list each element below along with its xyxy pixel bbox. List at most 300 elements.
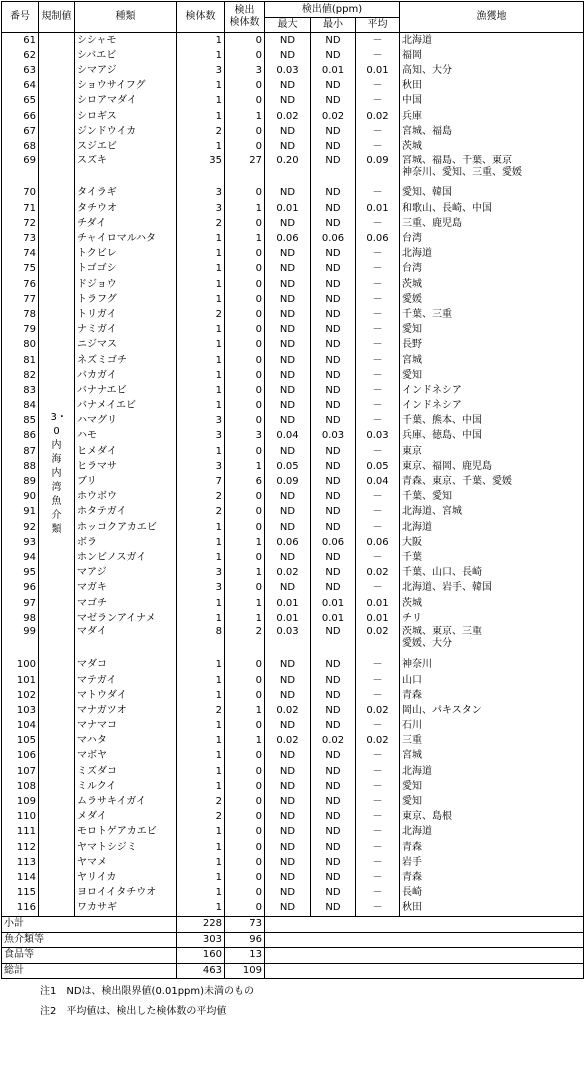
max-value: ND [265, 658, 311, 673]
max-value: ND [265, 94, 311, 109]
header-no: 番号 [2, 2, 39, 33]
tested-count: 1 [177, 338, 225, 353]
table-row [2, 505, 584, 520]
origin-cell [400, 474, 584, 489]
species-name: ホウボウ [75, 490, 177, 505]
detected-count: 0 [225, 550, 265, 565]
origin-cell [400, 611, 584, 626]
origin-cell [400, 216, 584, 231]
summary-row [2, 963, 584, 979]
row-number: 114 [2, 870, 39, 885]
origin-cell [400, 155, 584, 186]
detected-count: 0 [225, 779, 265, 794]
table-row [2, 825, 584, 840]
avg-value: － [356, 886, 400, 901]
origin-text: 北海道、宮城 [402, 506, 462, 518]
origin-text: 茨城 [402, 140, 422, 152]
avg-value: － [356, 139, 400, 154]
species-name: チャイロマルハタ [75, 231, 177, 246]
avg-value: 0.02 [356, 703, 400, 718]
summary-empty [265, 916, 584, 932]
avg-value: 0.01 [356, 611, 400, 626]
table-row [2, 338, 584, 353]
detected-count: 1 [225, 703, 265, 718]
avg-value: － [356, 718, 400, 733]
avg-value: － [356, 840, 400, 855]
tested-count: 7 [177, 474, 225, 489]
origin-text: 千葉、熊本、中国 [402, 415, 482, 427]
origin-cell [400, 383, 584, 398]
origin-text: チリ [402, 612, 422, 624]
min-value: ND [311, 186, 356, 201]
table-row [2, 277, 584, 292]
row-number: 104 [2, 718, 39, 733]
origin-text: 千葉、愛知 [402, 491, 452, 503]
row-number: 97 [2, 596, 39, 611]
tested-count: 1 [177, 48, 225, 63]
avg-value: － [356, 262, 400, 277]
origin-text: 石川 [402, 720, 422, 732]
species-name: ホタテガイ [75, 505, 177, 520]
origin-text: 秋田 [402, 80, 422, 92]
row-number: 71 [2, 201, 39, 216]
origin-text: 東京、福岡、鹿児島 [402, 460, 492, 472]
min-value: ND [311, 368, 356, 383]
avg-value: － [356, 277, 400, 292]
min-value: 0.02 [311, 109, 356, 124]
header-min: 最小 [311, 18, 356, 33]
origin-text: 長崎 [402, 887, 422, 899]
table-row [2, 307, 584, 322]
max-value: ND [265, 749, 311, 764]
min-value: ND [311, 581, 356, 596]
row-number: 91 [2, 505, 39, 520]
avg-value: 0.02 [356, 734, 400, 749]
detected-count: 0 [225, 307, 265, 322]
min-value: ND [311, 353, 356, 368]
origin-text: 青森 [402, 871, 422, 883]
species-name: ハモ [75, 429, 177, 444]
table-row [2, 48, 584, 63]
summary-tested: 303 [177, 932, 225, 948]
avg-value: 0.05 [356, 459, 400, 474]
origin-cell [400, 307, 584, 322]
avg-value: 0.06 [356, 535, 400, 550]
summary-row [2, 932, 584, 948]
detected-count: 6 [225, 474, 265, 489]
origin-text: 愛媛 [402, 293, 422, 305]
species-name: ホンビノスガイ [75, 550, 177, 565]
origin-cell [400, 734, 584, 749]
row-number: 68 [2, 139, 39, 154]
avg-value: 0.04 [356, 474, 400, 489]
avg-value: 0.06 [356, 231, 400, 246]
min-value: ND [311, 292, 356, 307]
table-row [2, 626, 584, 657]
origin-text: 宮城、福島 [402, 125, 452, 137]
min-value: 0.01 [311, 596, 356, 611]
row-number: 63 [2, 63, 39, 78]
species-name: マナマコ [75, 718, 177, 733]
detected-count: 0 [225, 48, 265, 63]
origin-text: 兵庫、徳島、中国 [402, 430, 482, 442]
detected-count: 0 [225, 870, 265, 885]
detected-count: 0 [225, 368, 265, 383]
summary-detected: 13 [225, 948, 265, 964]
max-value: ND [265, 581, 311, 596]
max-value: ND [265, 855, 311, 870]
summary-label: 食品等 [2, 948, 177, 964]
max-value: 0.02 [265, 703, 311, 718]
avg-value: － [356, 216, 400, 231]
table-row [2, 155, 584, 186]
avg-value: － [356, 581, 400, 596]
avg-value: － [356, 399, 400, 414]
summary-detected: 73 [225, 916, 265, 932]
max-value: ND [265, 307, 311, 322]
species-name: バナナエビ [75, 383, 177, 398]
min-value: ND [311, 33, 356, 49]
table-row [2, 414, 584, 429]
species-name: マテガイ [75, 673, 177, 688]
row-number: 67 [2, 124, 39, 139]
species-name: ネズミゴチ [75, 353, 177, 368]
max-value: ND [265, 33, 311, 49]
min-value: ND [311, 277, 356, 292]
origin-text: 茨城、東京、三重 [402, 626, 482, 638]
row-number: 90 [2, 490, 39, 505]
avg-value: － [356, 353, 400, 368]
min-value: ND [311, 855, 356, 870]
origin-cell [400, 535, 584, 550]
min-value: ND [311, 247, 356, 262]
species-name: ドジョウ [75, 277, 177, 292]
max-value: 0.05 [265, 459, 311, 474]
species-name: マガキ [75, 581, 177, 596]
species-name: ニジマス [75, 338, 177, 353]
species-name: ヒメダイ [75, 444, 177, 459]
min-value: ND [311, 550, 356, 565]
origin-text: 東京、島根 [402, 811, 452, 823]
detected-count: 3 [225, 63, 265, 78]
tested-count: 1 [177, 262, 225, 277]
tested-count: 1 [177, 749, 225, 764]
table-row [2, 718, 584, 733]
header-tested: 検体数 [177, 2, 225, 33]
tested-count: 2 [177, 216, 225, 231]
origin-cell [400, 520, 584, 535]
min-value: ND [311, 201, 356, 216]
min-value: ND [311, 703, 356, 718]
tested-count: 1 [177, 901, 225, 917]
detected-count: 0 [225, 688, 265, 703]
detected-count: 1 [225, 231, 265, 246]
row-number: 116 [2, 901, 39, 917]
avg-value: 0.02 [356, 566, 400, 581]
species-name: ハマグリ [75, 414, 177, 429]
origin-text: 宮城、福島、千葉、東京 [402, 154, 512, 166]
row-number: 74 [2, 247, 39, 262]
species-name: ヤマトシジミ [75, 840, 177, 855]
summary-label: 魚介類等 [2, 932, 177, 948]
table-row [2, 383, 584, 398]
min-value: ND [311, 139, 356, 154]
row-number: 72 [2, 216, 39, 231]
origin-text: 愛知、韓国 [402, 187, 452, 199]
min-value: ND [311, 505, 356, 520]
summary-label: 小計 [2, 916, 177, 932]
origin-text: 千葉、山口、長崎 [402, 567, 482, 579]
tested-count: 3 [177, 201, 225, 216]
detected-count: 0 [225, 673, 265, 688]
avg-value: － [356, 292, 400, 307]
summary-detected: 109 [225, 963, 265, 979]
detected-count: 3 [225, 429, 265, 444]
tested-count: 2 [177, 490, 225, 505]
avg-value: － [356, 33, 400, 49]
origin-text-line2: 愛媛、大分 [402, 638, 452, 650]
tested-count: 1 [177, 323, 225, 338]
species-name: メダイ [75, 810, 177, 825]
tested-count: 1 [177, 673, 225, 688]
note-1: 注1 NDは、検出限界値(0.01ppm)未満のもの [40, 986, 255, 998]
detected-count: 0 [225, 94, 265, 109]
table-row [2, 611, 584, 626]
tested-count: 3 [177, 414, 225, 429]
detected-count: 0 [225, 79, 265, 94]
header-detected-line1: 検出 [234, 5, 255, 16]
origin-cell [400, 444, 584, 459]
origin-cell [400, 94, 584, 109]
header-max: 最大 [265, 18, 311, 33]
tested-count: 2 [177, 124, 225, 139]
row-number: 62 [2, 48, 39, 63]
min-value: ND [311, 673, 356, 688]
detected-count: 1 [225, 566, 265, 581]
row-number: 99 [2, 626, 39, 657]
table-row [2, 886, 584, 901]
summary-tested: 160 [177, 948, 225, 964]
min-value: 0.06 [311, 535, 356, 550]
results-document [0, 1, 584, 1090]
origin-cell [400, 48, 584, 63]
detected-count: 1 [225, 611, 265, 626]
origin-cell [400, 703, 584, 718]
tested-count: 1 [177, 353, 225, 368]
detected-count: 0 [225, 505, 265, 520]
origin-cell [400, 550, 584, 565]
max-value: ND [265, 901, 311, 917]
species-name: タイラギ [75, 186, 177, 201]
species-name: マトウダイ [75, 688, 177, 703]
max-value: 0.09 [265, 474, 311, 489]
tested-count: 1 [177, 779, 225, 794]
summary-empty [265, 932, 584, 948]
detected-count: 0 [225, 216, 265, 231]
tested-count: 1 [177, 825, 225, 840]
table-row [2, 901, 584, 917]
max-value: ND [265, 414, 311, 429]
summary-tested: 228 [177, 916, 225, 932]
tested-count: 1 [177, 764, 225, 779]
origin-text: 三重 [402, 735, 422, 747]
origin-text: 北海道 [402, 521, 432, 533]
species-name: シロアマダイ [75, 94, 177, 109]
origin-cell [400, 262, 584, 277]
origin-cell [400, 186, 584, 201]
min-value: 0.03 [311, 429, 356, 444]
regulation-group-cell [39, 33, 75, 917]
min-value: ND [311, 414, 356, 429]
min-value: ND [311, 779, 356, 794]
max-value: ND [265, 688, 311, 703]
min-value: ND [311, 338, 356, 353]
origin-text: 愛知 [402, 369, 422, 381]
row-number: 106 [2, 749, 39, 764]
origin-cell [400, 566, 584, 581]
row-number: 64 [2, 79, 39, 94]
tested-count: 1 [177, 870, 225, 885]
row-number: 107 [2, 764, 39, 779]
avg-value: － [356, 688, 400, 703]
avg-value: － [356, 779, 400, 794]
table-row [2, 79, 584, 94]
table-row [2, 596, 584, 611]
detected-count: 0 [225, 840, 265, 855]
tested-count: 1 [177, 444, 225, 459]
tested-count: 1 [177, 139, 225, 154]
species-name: ジンドウイカ [75, 124, 177, 139]
detected-count: 0 [225, 718, 265, 733]
header-avg: 平均 [356, 18, 400, 33]
max-value: ND [265, 794, 311, 809]
row-number: 115 [2, 886, 39, 901]
origin-text: 青森 [402, 841, 422, 853]
origin-cell [400, 338, 584, 353]
origin-cell [400, 810, 584, 825]
tested-count: 1 [177, 79, 225, 94]
detected-count: 1 [225, 535, 265, 550]
row-number: 103 [2, 703, 39, 718]
detected-count: 27 [225, 155, 265, 186]
species-name: タチウオ [75, 201, 177, 216]
species-name: ヨロイイタチウオ [75, 886, 177, 901]
max-value: ND [265, 139, 311, 154]
species-name: シバエビ [75, 48, 177, 63]
detected-count: 0 [225, 658, 265, 673]
species-name: トラフグ [75, 292, 177, 307]
row-number: 89 [2, 474, 39, 489]
table-row [2, 840, 584, 855]
header-values: 検出値(ppm) [265, 2, 400, 18]
summary-empty [265, 948, 584, 964]
min-value: ND [311, 840, 356, 855]
tested-count: 1 [177, 383, 225, 398]
max-value: ND [265, 216, 311, 231]
avg-value: － [356, 855, 400, 870]
table-row [2, 201, 584, 216]
tested-count: 1 [177, 247, 225, 262]
max-value: 0.01 [265, 611, 311, 626]
header-limit: 規制値 [39, 2, 75, 33]
origin-cell [400, 368, 584, 383]
results-table [1, 1, 584, 979]
origin-cell [400, 505, 584, 520]
origin-text: 宮城 [402, 750, 422, 762]
origin-cell [400, 429, 584, 444]
avg-value: － [356, 368, 400, 383]
min-value: ND [311, 216, 356, 231]
detected-count: 0 [225, 794, 265, 809]
detected-count: 0 [225, 186, 265, 201]
table-row [2, 216, 584, 231]
table-row [2, 855, 584, 870]
detected-count: 0 [225, 520, 265, 535]
table-row [2, 520, 584, 535]
detected-count: 1 [225, 596, 265, 611]
species-name: ミルクイ [75, 779, 177, 794]
max-value: ND [265, 810, 311, 825]
origin-text: 愛知 [402, 324, 422, 336]
table-row [2, 566, 584, 581]
min-value: ND [311, 124, 356, 139]
origin-cell [400, 139, 584, 154]
table-row [2, 33, 584, 49]
origin-cell [400, 718, 584, 733]
max-value: ND [265, 368, 311, 383]
detected-count: 0 [225, 353, 265, 368]
table-row [2, 186, 584, 201]
species-name: バナメイエビ [75, 399, 177, 414]
origin-cell [400, 658, 584, 673]
table-row [2, 703, 584, 718]
avg-value: － [356, 673, 400, 688]
table-row [2, 262, 584, 277]
table-row [2, 673, 584, 688]
detected-count: 0 [225, 444, 265, 459]
row-number: 65 [2, 94, 39, 109]
min-value: ND [311, 94, 356, 109]
origin-text: インドネシア [402, 384, 462, 396]
min-value: ND [311, 764, 356, 779]
origin-cell [400, 414, 584, 429]
min-value: ND [311, 459, 356, 474]
origin-cell [400, 490, 584, 505]
max-value: 0.04 [265, 429, 311, 444]
table-row [2, 581, 584, 596]
min-value: ND [311, 307, 356, 322]
detected-count: 0 [225, 262, 265, 277]
species-name: ヒラマサ [75, 459, 177, 474]
table-row [2, 764, 584, 779]
avg-value: 0.02 [356, 109, 400, 124]
notes [40, 982, 584, 1022]
avg-value: － [356, 48, 400, 63]
row-number: 110 [2, 810, 39, 825]
origin-cell [400, 353, 584, 368]
species-name: マボヤ [75, 749, 177, 764]
min-value: ND [311, 886, 356, 901]
species-name: ブリ [75, 474, 177, 489]
species-name: マハタ [75, 734, 177, 749]
origin-text: 北海道、岩手、韓国 [402, 582, 492, 594]
table-row [2, 474, 584, 489]
detected-count: 1 [225, 734, 265, 749]
species-name: マアジ [75, 566, 177, 581]
detected-count: 0 [225, 139, 265, 154]
max-value: ND [265, 718, 311, 733]
tested-count: 2 [177, 307, 225, 322]
